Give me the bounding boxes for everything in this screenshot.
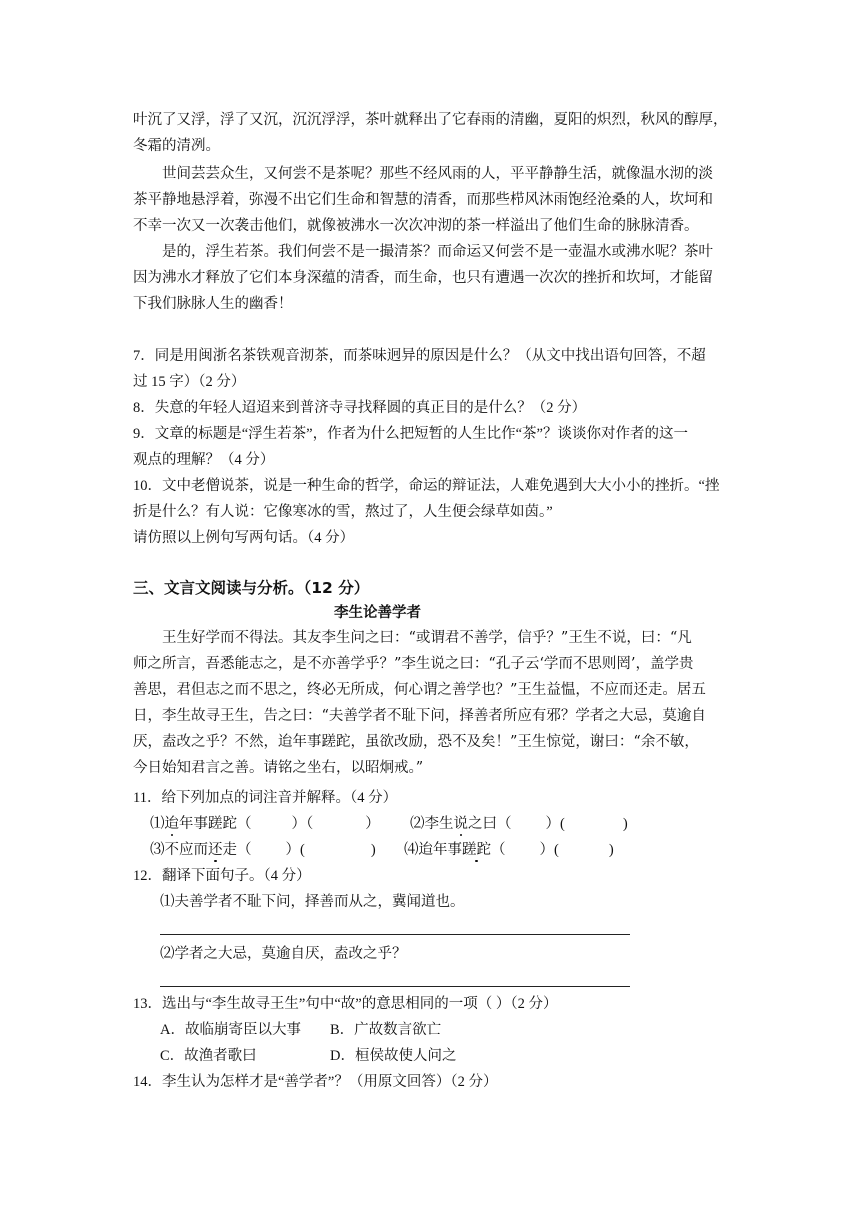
- classical-text-title: 李生论善学者: [334, 605, 421, 621]
- section-3-heading: 三、文言文阅读与分析。（12 分）: [133, 579, 370, 597]
- paren: ）: [365, 816, 380, 832]
- answer-line[interactable]: [160, 986, 630, 987]
- question-14-stem: 14．李生认为怎样才是“善学者”？（用原文回答）（2 分）: [133, 1074, 498, 1090]
- classical-text-line: 厌，盍改之乎？不然，迨年事蹉跎，虽欲改励，恐不及矣！”王生惊觉，谢曰：“余不敏，: [133, 734, 699, 750]
- question-7-line1: 7．同是用闽浙名茶铁观音沏茶，而茶味迥异的原因是什么？（从文中找出语句回答，不超: [133, 348, 706, 364]
- passage-line: 茶平静地悬浮着，弥漫不出它们生命和智慧的清香，而那些栉风沐雨饱经沧桑的人，坎坷和: [133, 192, 713, 208]
- paren: ）(: [545, 816, 565, 832]
- question-11-item-2: [410, 814, 628, 834]
- passage-line: 因为沸水才释放了它们本身深蕴的清香，而生命，也只有遭遇一次次的挫折和坎坷，才能留: [133, 270, 713, 286]
- question-12-stem: 12．翻译下面句子。（4 分）: [133, 868, 311, 884]
- classical-text-line: 王生好学而不得法。其友李生问之曰：“或谓君不善学，信乎？”王生不说，曰：“凡: [162, 630, 692, 646]
- item-number: ⑴: [150, 816, 165, 832]
- question-11-stem: 11．给下列加点的词注音并解释。（4 分）: [133, 790, 398, 806]
- item-text: 走（: [222, 842, 252, 858]
- question-10-line2: 折是什么？有人说：它像寒冰的雪，熬过了，人生便会绿草如茵。”: [133, 504, 553, 520]
- question-7-line2: 过 15 字）（2 分）: [133, 374, 246, 390]
- question-9-line2: 观点的理解？（4 分）: [133, 452, 275, 468]
- question-11-item-3: [150, 840, 376, 860]
- option-d: D．桓侯故使人问之: [330, 1048, 457, 1064]
- option-c: C．故渔者歌曰: [160, 1048, 257, 1064]
- question-12-sentence-2: ⑵学者之大忌，莫逾自厌，盍改之乎？: [160, 946, 407, 962]
- item-text: 之曰（: [468, 816, 512, 832]
- passage-line: 叶沉了又浮，浮了又沉，沉沉浮浮，茶叶就释出了它春雨的清幽，夏阳的炽烈，秋风的醇厚，: [133, 112, 728, 128]
- classical-text-line: 今日始知君言之善。请铭之坐右，以昭炯戒。”: [133, 760, 424, 776]
- paren: ）（: [291, 816, 314, 832]
- item-text: ⑷迨年事: [404, 842, 462, 858]
- dotted-word: 还: [208, 842, 223, 858]
- classical-text-line: 日，李生故寻王生，告之曰：“夫善学者不耻下问，择善者所应有邪？学者之大忌，莫逾自: [133, 708, 706, 724]
- classical-text-line: 善思，君但志之而不思之，终必无所成，何心谓之善学也？”王生益愠，不应而还走。居五: [133, 682, 706, 698]
- item-text: ⑵李生: [410, 816, 454, 832]
- paren: ）(: [539, 842, 559, 858]
- dotted-word: 蹉跎: [462, 842, 491, 858]
- passage-line: 冬霜的清冽。: [133, 138, 220, 154]
- option-a: A．故临崩寄臣以大事: [160, 1022, 301, 1038]
- passage-line: 是的，浮生若茶。我们何尝不是一撮清茶？而命运又何尝不是一壶温水或沸水呢？茶叶: [162, 244, 713, 260]
- option-b: B．广故数言欲亡: [330, 1022, 442, 1038]
- dotted-word: 说: [453, 816, 468, 832]
- question-11-item-1: [150, 814, 380, 834]
- passage-line: 下我们脉脉人生的幽香！: [133, 296, 293, 312]
- passage-line: 不幸一次又一次袭击他们，就像被沸水一次次冲沏的茶一样溢出了他们生命的脉脉清香。: [133, 218, 699, 234]
- answer-line[interactable]: [160, 934, 630, 935]
- item-text: 年事蹉跎（: [179, 816, 252, 832]
- question-8: 8．失意的年轻人迢迢来到普济寺寻找释圆的真正目的是什么？（2 分）: [133, 400, 587, 416]
- question-11-item-4: [404, 840, 614, 860]
- question-10-line1: 10．文中老僧说茶，说是一种生命的哲学，命运的辩证法，人难免遇到大大小小的挫折。“挫: [133, 478, 720, 494]
- classical-text-line: 师之所言，吾悉能志之，是不亦善学乎？”李生说之曰：“孔子云‘学而不思则罔’，盖学贵: [133, 656, 694, 672]
- question-9-line1: 9．文章的标题是“浮生若茶”，作者为什么把短暂的人生比作“茶”？谈谈你对作者的这一: [133, 426, 688, 442]
- paren: ): [370, 842, 376, 858]
- paren: ): [622, 816, 628, 832]
- passage-line: 世间芸芸众生，又何尝不是茶呢？那些不经风雨的人，平平静静生活，就像温水沏的淡: [162, 166, 713, 182]
- dotted-word: 迨: [164, 816, 179, 832]
- item-text: ⑶不应而: [150, 842, 208, 858]
- question-12-sentence-1: ⑴夫善学者不耻下问，择善而从之，冀闻道也。: [160, 894, 465, 910]
- question-13-stem: 13．选出与“李生故寻王生”句中“故”的意思相同的一项（ ）（2 分）: [133, 996, 558, 1012]
- question-10-line3: 请仿照以上例句写两句话。（4 分）: [133, 530, 355, 546]
- paren: ): [608, 842, 614, 858]
- paren: ）(: [285, 842, 305, 858]
- item-text: （: [491, 842, 506, 858]
